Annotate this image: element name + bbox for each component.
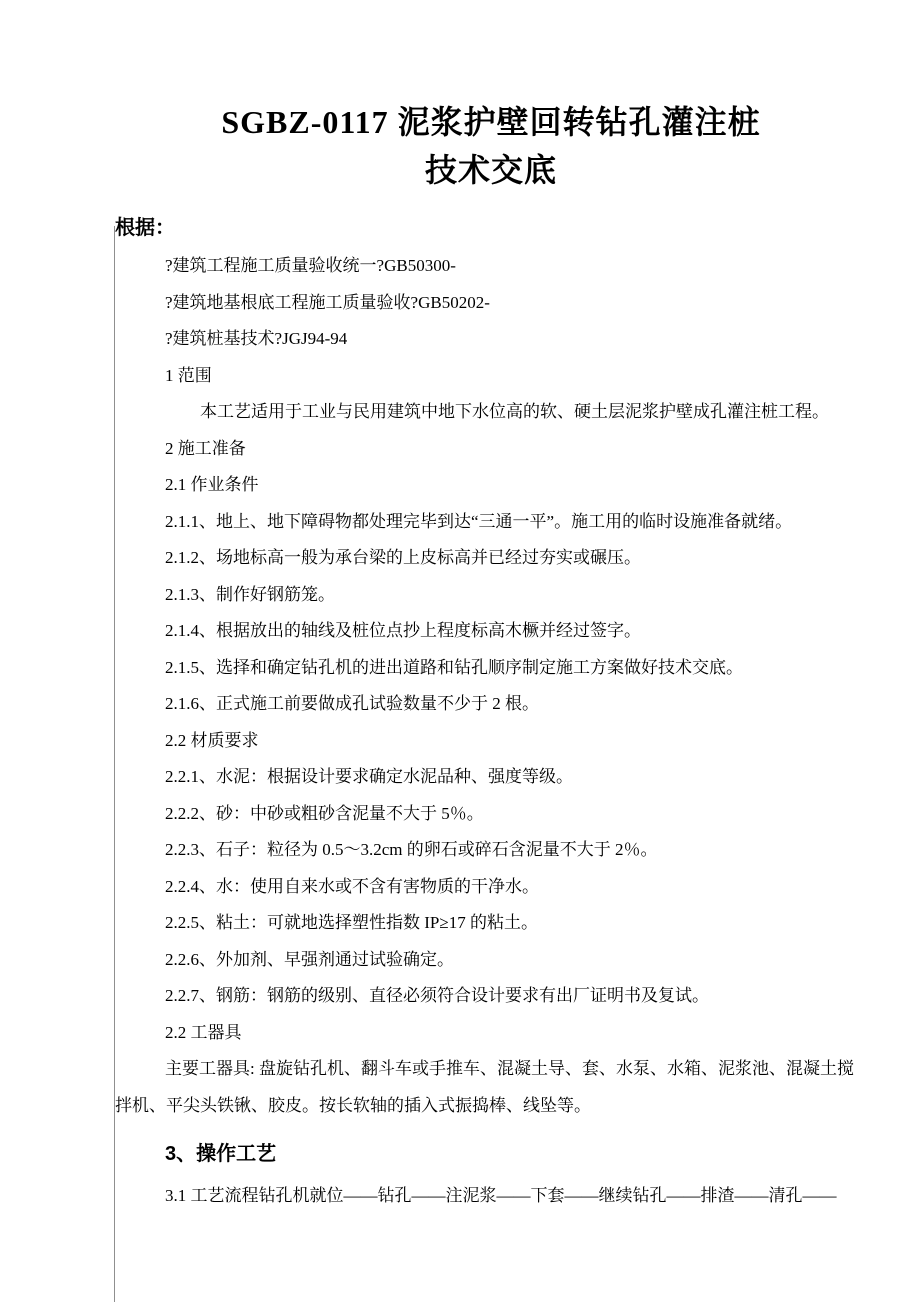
paragraph: 2.2.4、水：使用自来水或不含有害物质的干净水。 [165,876,539,896]
document-title-line1: SGBZ-0117 泥浆护壁回转钻孔灌注桩 [221,104,761,140]
paragraph: 2.1.3、制作好钢筋笼。 [165,584,335,604]
paragraph: 2.2.1、水泥：根据设计要求确定水泥品种、强度等级。 [165,767,573,786]
paragraph: 3、操作工艺 [165,1143,277,1165]
document-body [115,208,867,1215]
document-content [115,98,867,1215]
document-title [115,98,867,194]
paragraph: 2.1.5、选择和确定钻孔机的进出道路和钻孔顺序制定施工方案做好技术交底。 [165,657,743,677]
paragraph: 2.2.3、石子：粒径为 0.5～3.2cm 的卵石或碎石含泥量不大于 2％。 [165,840,658,859]
paragraph: 2.2 材质要求 [165,730,259,750]
paragraph: 2.1 作业条件 [165,475,259,494]
paragraph: ?建筑桩基技术?JGJ94-94 [165,329,348,348]
paragraph: 2.1.1、地上、地下障碍物都处理完毕到达“三通一平”。施工用的临时设施准备就绪。 [165,511,793,531]
document-title-line2: 技术交底 [424,152,557,188]
paragraph: 2.1.6、正式施工前要做成孔试验数量不少于 2 根。 [165,694,539,713]
paragraph: ?建筑地基根底工程施工质量验收?GB50202- [165,292,490,312]
paragraph: 根据： [115,217,175,239]
paragraph: 主要工器具: 盘旋钻孔机、翻斗车或手推车、混凝土导、套、水泵、水箱、泥浆池、混凝土搅拌机、平尖头铁锹、胶皮。按长软轴的插入式振捣棒、线坠等。 [115,1059,854,1115]
paragraph: 2 施工准备 [165,438,246,458]
paragraph: ?建筑工程施工质量验收统一?GB50300- [165,256,456,275]
paragraph: 2.2.5、粘土：可就地选择塑性指数 IP≥17 的粘土。 [165,913,538,932]
paragraph: 1 范围 [165,365,212,385]
paragraph: 2.1.4、根据放出的轴线及桩位点抄上程度标高木橛并经过签字。 [165,621,641,640]
paragraph: 2.2.6、外加剂、早强剂通过试验确定。 [165,949,454,969]
paragraph: 本工艺适用于工业与民用建筑中地下水位高的软、硬土层泥浆护壁成孔灌注桩工程。 [200,402,829,421]
paragraph: 3.1 工艺流程钻孔机就位——钻孔——注泥浆——下套——继续钻孔——排渣——清孔—— [165,1186,837,1205]
paragraph: 2.2.2、砂：中砂或粗砂含泥量不大于 5％。 [165,803,484,823]
paragraph: 2.1.2、场地标高一般为承台梁的上皮标高并已经过夯实或碾压。 [165,548,641,567]
paragraph: 2.2.7、钢筋：钢筋的级别、直径必须符合设计要求有出厂证明书及复试。 [165,986,709,1005]
paragraph: 2.2 工器具 [165,1022,242,1042]
